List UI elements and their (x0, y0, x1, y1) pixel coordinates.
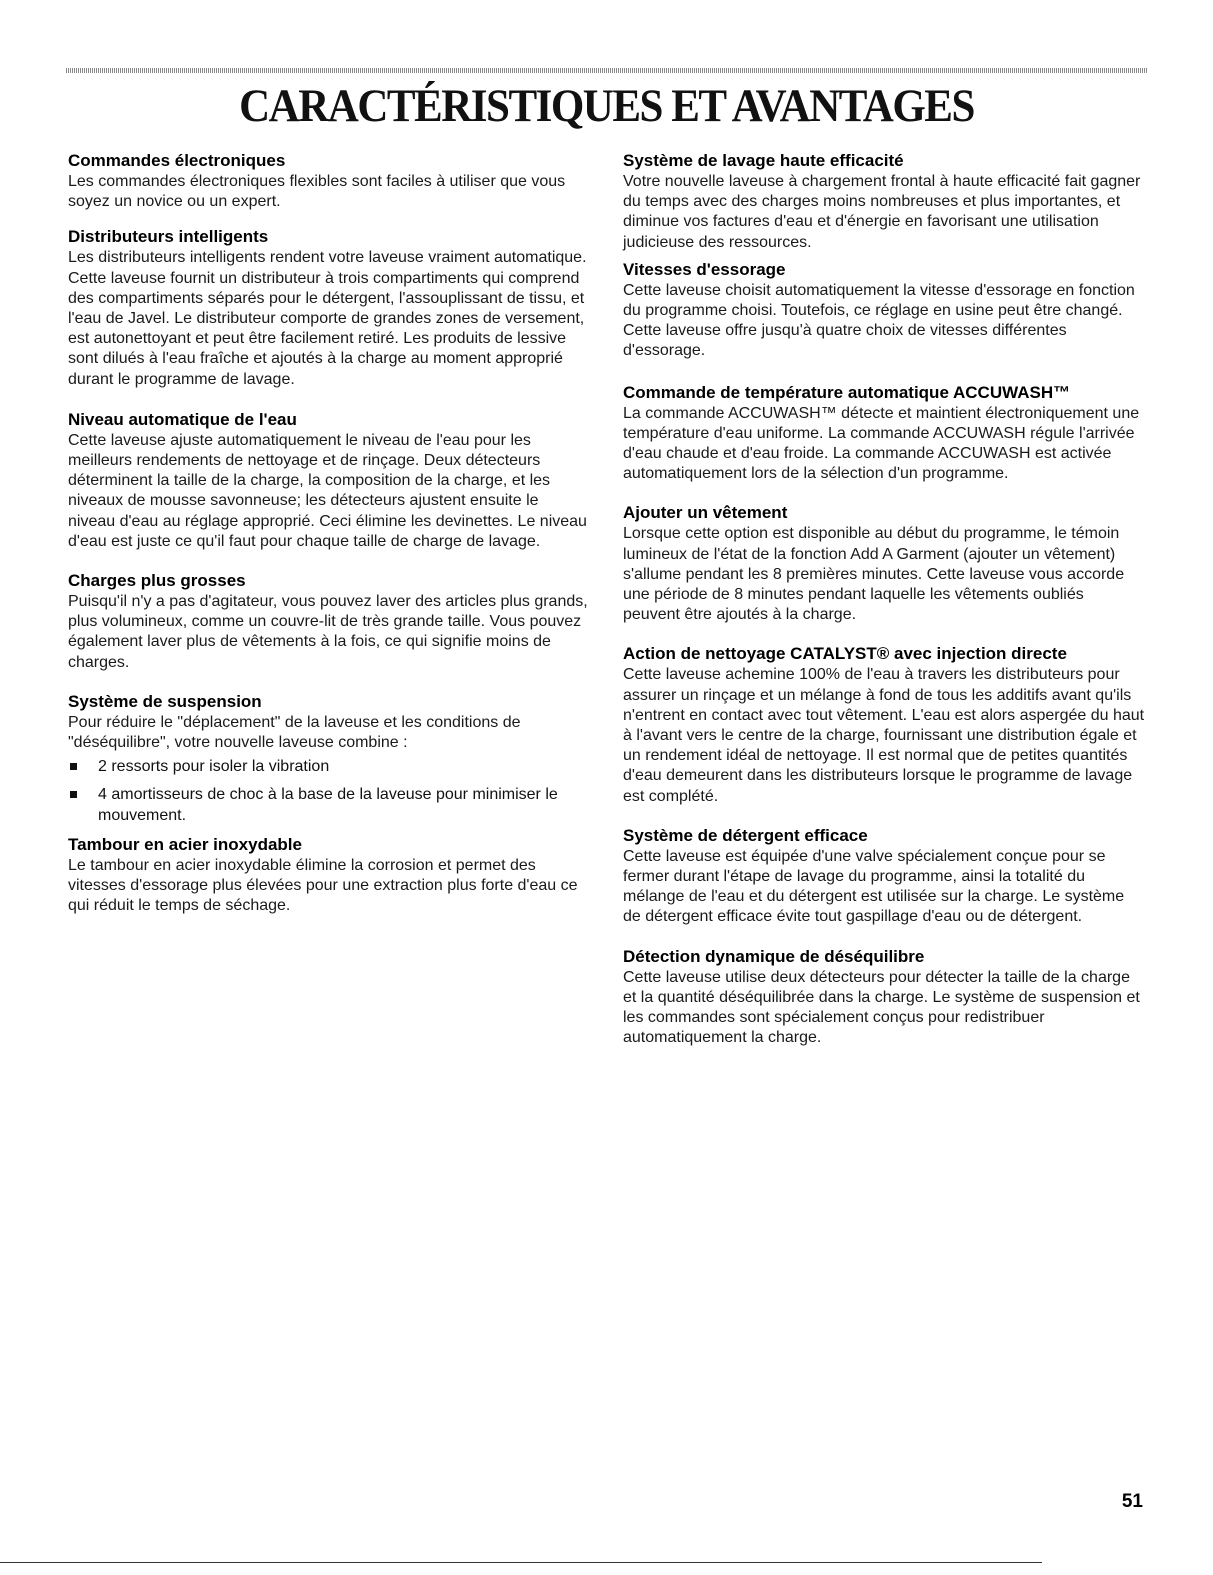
list-item (68, 757, 590, 777)
section-heading: Vitesses d'essorage (623, 259, 786, 279)
section-heading: Niveau automatique de l'eau (68, 409, 297, 429)
section-text: Cette laveuse ajuste automatiquement le niveau de l'eau pour les meilleurs rendements de nettoyage et de rinçage. Deux détecteurs déterminent la taille de la charge, la composition de la charge, et les niveaux de mousse savonneuse; les détecteurs ajustent ensuite le niveau d'eau au réglage approprié. Ceci élimine les devinettes. Le niveau d'eau est juste ce qu'il faut pour chaque taille de charge de lavage. (68, 431, 587, 550)
section-accuwash (623, 382, 1145, 485)
section-text: Votre nouvelle laveuse à chargement frontal à haute efficacité fait gagner du temps avec des charges moins nombreuses et plus importantes, et diminue vos factures d'eau et d'énergie en favorisant une utilisation judicieuse des ressources. (623, 173, 1141, 251)
section-text: Pour réduire le "déplacement" de la laveuse et les conditions de "déséquilibre", votre nouvelle laveuse combine : (68, 713, 521, 752)
section-detection-desequilibre (623, 946, 1145, 1049)
section-text: Les commandes électroniques flexibles sont faciles à utiliser que vous soyez un novice ou un expert. (68, 173, 566, 211)
page-title: CARACTÉRISTIQUES ET AVANTAGES (239, 81, 974, 132)
section-text: Le tambour en acier inoxydable élimine la corrosion et permet des vitesses d'essorage plus élevées pour une extraction plus forte d'eau ce qui réduit le temps de séchage. (68, 856, 578, 915)
section-catalyst (623, 643, 1145, 806)
section-heading: Système de détergent efficace (623, 825, 868, 845)
section-text: Lorsque cette option est disponible au début du programme, le témoin lumineux de l'état de la fonction Add A Garment (ajouter un vêtement) s'allume pendant les 8 premières minutes. Cette laveuse vous accorde une période de 8 minutes pendant laquelle les vêtements oubliés peuvent être ajoutés à la charge. (623, 525, 1125, 624)
section-text: Puisqu'il n'y a pas d'agitateur, vous pouvez laver des articles plus grands, plus volumineux, comme un couvre-lit de très grande taille. Vous pouvez également laver plus de vêtements à la fois, ce qui signifie moins de charges. (68, 593, 588, 671)
list-item (68, 785, 590, 825)
section-commandes-electroniques (68, 150, 590, 212)
bottom-rule (0, 1562, 1042, 1563)
section-charges-plus-grosses (68, 570, 590, 673)
section-systeme-suspension (68, 691, 590, 826)
top-rule (66, 68, 1148, 73)
section-distributeurs-intelligents (68, 226, 590, 389)
section-lavage-haute-efficacite (623, 150, 1145, 253)
section-heading: Commandes électroniques (68, 151, 286, 170)
section-text: Cette laveuse utilise deux détecteurs pour détecter la taille de la charge et la quantité déséquilibrée dans la charge. Le système de suspension et les commandes sont spécialement conçus pour redistribuer automatiquement la charge. (623, 968, 1140, 1047)
section-heading: Système de suspension (68, 691, 262, 711)
section-heading: Tambour en acier inoxydable (68, 834, 302, 854)
section-detergent-efficace (623, 825, 1145, 928)
bullet-list (68, 757, 590, 826)
section-text: Cette laveuse est équipée d'une valve spécialement conçue pour se fermer durant l'étape de lavage du programme, ainsi la totalité du mélange de l'eau et du détergent est utilisée sur la charge. Le système de détergent efficace évite tout gaspillage d'eau ou de détergent. (623, 847, 1125, 926)
list-item-text: 2 ressorts pour isoler la vibration (98, 758, 330, 776)
page-number: 51 (1121, 1491, 1143, 1512)
section-heading: Distributeurs intelligents (68, 227, 269, 247)
section-heading: Ajouter un vêtement (623, 503, 788, 523)
section-text: La commande ACCUWASH™ détecte et maintient électroniquement une température d'eau uniforme. La commande ACCUWASH régule l'arrivée d'eau chaude et d'eau froide. La commande ACCUWASH est activée automatiquement lors de la sélection d'un programme. (623, 404, 1140, 483)
section-text: Cette laveuse choisit automatiquement la vitesse d'essorage en fonction du programme choisi. Toutefois, ce réglage en usine peut être changé. Cette laveuse offre jusqu'à quatre choix de vitesses différentes d'essorage. (623, 281, 1135, 360)
section-heading: Détection dynamique de déséquilibre (623, 946, 925, 966)
list-item-text: 4 amortisseurs de choc à la base de la laveuse pour minimiser le mouvement. (98, 786, 558, 824)
section-ajouter-vetement (623, 502, 1145, 625)
section-niveau-automatique (68, 409, 590, 552)
section-heading: Action de nettoyage CATALYST® avec injection directe (623, 644, 1067, 664)
right-column (623, 150, 1145, 1049)
section-tambour-acier (68, 834, 590, 917)
square-bullet-icon (70, 763, 77, 770)
section-vitesses-essorage (623, 259, 1145, 362)
section-heading: Commande de température automatique ACCUWASH™ (623, 382, 1071, 402)
left-column (68, 150, 590, 916)
section-text: Les distributeurs intelligents rendent votre laveuse vraiment automatique. Cette laveuse fournit un distributeur à trois compartiments qui comprend des compartiments séparés pour le détergent, l'assouplissant de tissu, et l'eau de Javel. Le distributeur comporte de grandes zones de versement, est autonettoyant et peut être facilement retiré. Les produits de lessive sont dilués à l'eau fraîche et ajoutés à la charge au moment approprié durant le programme de lavage. (68, 249, 587, 388)
section-text: Cette laveuse achemine 100% de l'eau à travers les distributeurs pour assurer un rinçage et un mélange à fond de tous les additifs avant qu'ils n'entrent en contact avec tout vêtement. L'eau est alors aspergée du haut à l'avant vers le centre de la charge, fournissant une distribution égale et un rendement idéal de nettoyage. Il est normal que de petites quantités d'eau demeurent dans les distributeurs lorsque le programme de lavage est complété. (623, 666, 1145, 805)
section-heading: Système de lavage haute efficacité (623, 151, 904, 170)
section-heading: Charges plus grosses (68, 571, 246, 591)
square-bullet-icon (70, 791, 77, 798)
